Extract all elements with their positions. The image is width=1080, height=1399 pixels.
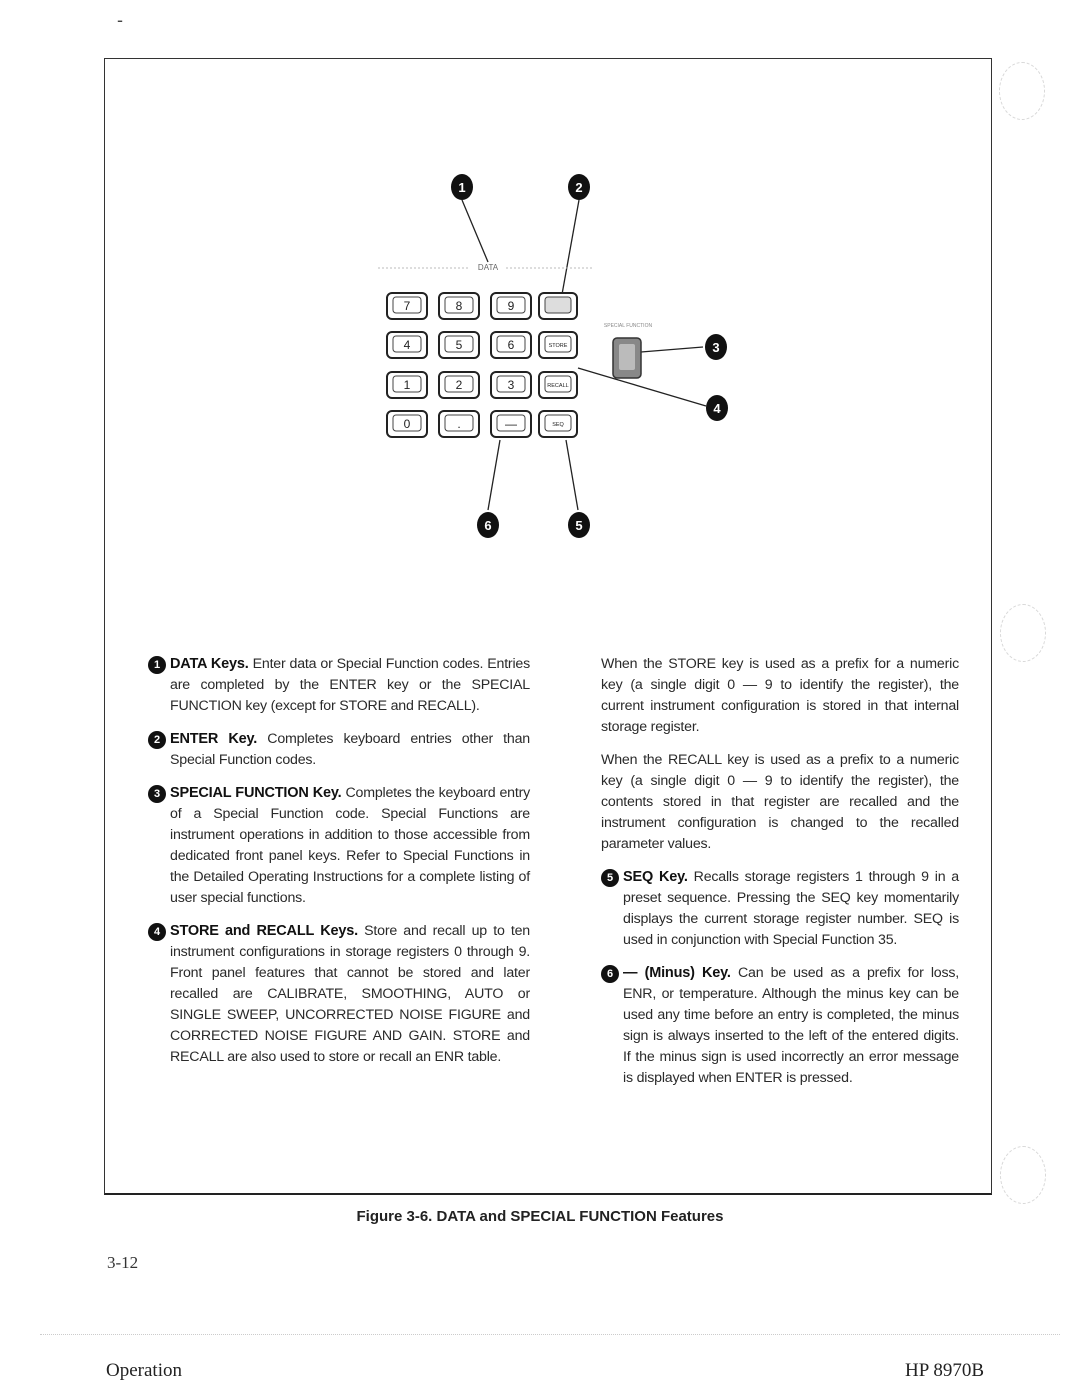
- keypad-key-label: 6: [507, 338, 515, 352]
- keypad-key-label: SEQ: [552, 422, 564, 428]
- feature-item: [148, 783, 530, 909]
- right-column: [601, 654, 959, 1101]
- corner-mark: -: [117, 10, 123, 30]
- keypad-key: [539, 332, 577, 358]
- keypad-key-label: STORE: [548, 343, 568, 349]
- feature-description: Can be used as a prefix for loss, ENR, or temperature. Although the minus key can be used any time before an entry is completed, the minus sign is always inserted to the left of the entered digits. If the minus sign is used incorrectly an error message is displayed when ENTER is pressed.: [623, 965, 959, 1086]
- keypad-key: [387, 332, 427, 358]
- callout-number: 6: [484, 518, 492, 533]
- callout-number-badge: 1: [148, 656, 166, 674]
- special-function-label: SPECIAL FUNCTION: [603, 323, 653, 329]
- feature-item: [601, 867, 959, 951]
- recall-paragraph: When the RECALL key is used as a prefix to a numeric key (a single digit 0 — 9 to identify the register), the contents stored in that register are recalled and the instrument configuration is changed to the recalled parameter values.: [601, 752, 959, 852]
- keypad-key-label: 3: [507, 378, 515, 392]
- punch-hole: [1000, 1146, 1046, 1204]
- feature-description: Completes the keyboard entry of a Special Function code. Special Functions are instrument operations in addition to those accessible from dedicated front panel keys. Refer to Special Functions in the Detailed Operating Instructions for a complete listing of user special functions.: [170, 785, 530, 906]
- keypad-key-label: RECALL: [547, 383, 569, 389]
- keypad-key-label: 8: [455, 299, 463, 313]
- keypad-key-label: 0: [403, 417, 411, 431]
- footer-rule: [40, 1334, 1060, 1335]
- page-number: 3-12: [107, 1253, 139, 1272]
- feature-description: Store and recall up to ten instrument configurations in storage registers 0 through 9. Front panel features that cannot be stored and later recalled are CALIBRATE, SMOOTHING, AUTO or SINGLE SWEEP, UNCORRECTED NOISE FIGURE and CORRECTED NOISE FIGURE AND GAIN. STORE and RECALL are also used to store or recall an ENR table.: [170, 923, 530, 1065]
- callout-number: 2: [575, 180, 583, 195]
- feature-item: [148, 921, 530, 1068]
- left-column: [148, 654, 530, 1080]
- callout-number-badge: 4: [148, 923, 166, 941]
- keypad-key-label: .: [457, 417, 461, 431]
- keypad-key: [539, 293, 577, 319]
- keypad-key: [439, 411, 479, 437]
- keypad-key-label: 9: [507, 299, 515, 313]
- footer-model: HP 8970B: [904, 1360, 984, 1381]
- callout-marker: [568, 512, 590, 538]
- callout-marker: [477, 512, 499, 538]
- keypad-diagram: [0, 0, 1080, 640]
- feature-title: SEQ Key.: [623, 869, 688, 885]
- callout-marker: [568, 174, 590, 200]
- keypad-key: [539, 411, 577, 437]
- feature-item: [148, 654, 530, 717]
- footer-section: Operation: [106, 1360, 182, 1381]
- keypad-key: [539, 372, 577, 398]
- keypad-key: [491, 293, 531, 319]
- feature-title: ENTER Key.: [170, 731, 258, 747]
- callout-number: 4: [713, 401, 721, 416]
- special-function-key: [613, 338, 641, 378]
- callout-marker: [706, 395, 728, 421]
- keypad-key: [491, 411, 531, 437]
- feature-item: [148, 729, 530, 771]
- keypad-key: [387, 411, 427, 437]
- callout-number-badge: 3: [148, 785, 166, 803]
- callout-number: 3: [712, 340, 720, 355]
- keypad-key-label: —: [505, 417, 517, 431]
- keypad-key: [439, 332, 479, 358]
- keypad-key: [387, 372, 427, 398]
- feature-item: [601, 963, 959, 1089]
- feature-description: Completes keyboard entries other than Special Function codes.: [170, 731, 530, 768]
- callout-number-badge: 6: [601, 965, 619, 983]
- keypad-key: [387, 293, 427, 319]
- callout-number-badge: 2: [148, 731, 166, 749]
- feature-title: SPECIAL FUNCTION Key.: [170, 785, 342, 801]
- feature-description: Recalls storage registers 1 through 9 in a preset sequence. Pressing the SEQ key momentarily displays the current storage register number. SEQ is used in conjunction with Special Function 35.: [623, 869, 959, 948]
- keypad-key: [439, 372, 479, 398]
- callout-number: 1: [458, 180, 466, 195]
- figure-caption: Figure 3-6. DATA and SPECIAL FUNCTION Features: [356, 1208, 724, 1225]
- feature-title: DATA Keys.: [170, 656, 249, 672]
- keypad-key: [491, 332, 531, 358]
- callout-marker: [451, 174, 473, 200]
- keypad-key: [491, 372, 531, 398]
- keypad-key-label: 4: [403, 338, 411, 352]
- keypad-key-label: 1: [403, 378, 411, 392]
- keypad-key: [439, 293, 479, 319]
- feature-title: STORE and RECALL Keys.: [170, 923, 358, 939]
- keypad-key-label: 2: [455, 378, 463, 392]
- data-panel-label: DATA: [477, 263, 499, 272]
- store-paragraph: When the STORE key is used as a prefix for a numeric key (a single digit 0 — 9 to identify the register), the current instrument configuration is stored in that internal storage register.: [601, 656, 959, 735]
- callout-marker: [705, 334, 727, 360]
- keypad-key-label: 5: [455, 338, 463, 352]
- feature-description: Enter data or Special Function codes. Entries are completed by the ENTER key or the SPECIAL FUNCTION key (except for STORE and RECALL).: [170, 656, 530, 714]
- callout-number: 5: [575, 518, 583, 533]
- keypad-key-label: 7: [403, 299, 411, 313]
- feature-title: — (Minus) Key.: [623, 965, 731, 981]
- callout-number-badge: 5: [601, 869, 619, 887]
